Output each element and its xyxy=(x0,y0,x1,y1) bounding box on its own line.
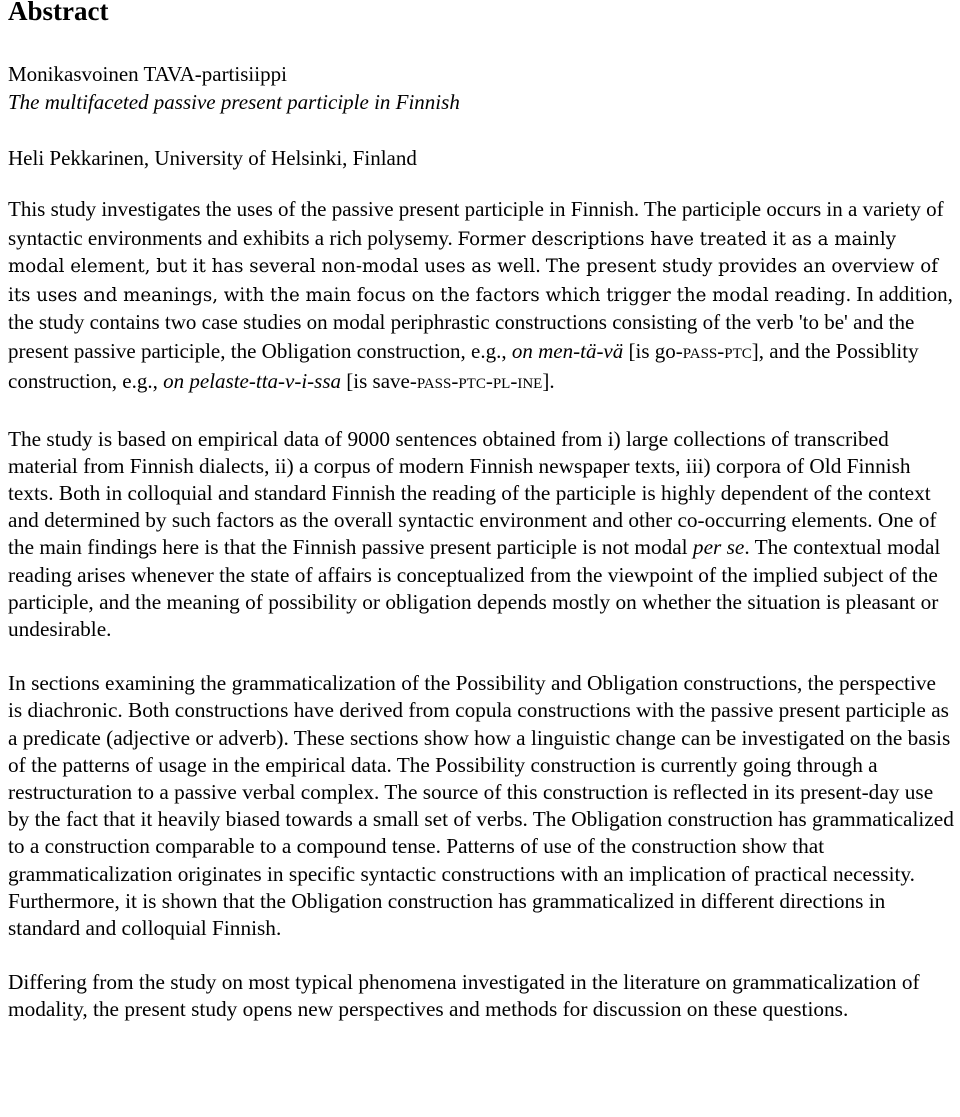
p1-s4-text: In addition, the study contains two case studies on modal periphrastic constructions consisting of the verb 'to be' and the present passive participle, the Obligation construction, e.g., xyxy=(8,281,953,363)
abstract-heading: Abstract xyxy=(8,0,109,26)
gloss-pass-2: PASS xyxy=(416,376,452,392)
paragraph-2 xyxy=(8,426,954,644)
p2-text-a: The study is based on empirical data of 9000 sentences obtained from i) large collections of transcribed material from Finnish dialects, ii) a corpus of modern Finnish newspaper texts, iii) corpora of Old Finnish texts. Both in colloquial and standard Finnish the reading of the participle is highly dependent of the context and determined by such factors as the overall syntactic environment and other co-occurring elements. One of the main findings here is that the Finnish passive present participle is not modal xyxy=(8,426,937,560)
gloss-1e: ], and the Possiblity construction, e.g., xyxy=(8,338,919,393)
p1-sentence-2: Former descriptions have treated it as a mainly modal element, but it has several non-modal uses as well. xyxy=(8,228,896,277)
gloss-2a: [is save- xyxy=(341,369,417,393)
example-obligation: on men-tä-vä xyxy=(511,338,624,363)
paragraph-4: Differing from the study on most typical phenomena investigated in the literature on grammaticalization of modality, the present study opens new perspectives and methods for discussion on these questions. xyxy=(8,970,920,1022)
gloss-1a: [is go- xyxy=(623,338,683,363)
gloss-2e: - xyxy=(485,369,493,393)
gloss-2i: ]. xyxy=(542,369,555,393)
gloss-2c: - xyxy=(451,369,459,393)
finnish-title: Monikasvoinen TAVA-partisiippi xyxy=(8,62,287,86)
gloss-ptc: PTC xyxy=(724,345,752,362)
p1-sentence-3: The present study provides an overview of its uses and meanings, with the main focus on the factors which trigger the modal reading. xyxy=(8,256,938,306)
p1-sentence-1: This study investigates the uses of the passive present participle in Finnish. The participle occurs in a variety of syntactic environments and exhibits a rich polysemy. xyxy=(8,197,944,250)
p2-text-b: . The contextual modal reading arises whenever the state of affairs is conceptualized from the viewpoint of the implied subject of the participle, and the meaning of possibility or obligation depends mostly on whether the situation is pleasant or undesirable. xyxy=(8,535,941,641)
example-possibility: on pelaste-tta-v-i-ssa xyxy=(163,369,342,393)
gloss-pass: PASS xyxy=(682,345,718,362)
gloss-ptc-2: PTC xyxy=(458,376,486,392)
gloss-ine: INE xyxy=(517,376,543,392)
per-se: per se xyxy=(692,535,745,560)
gloss-2g: - xyxy=(510,369,518,393)
author-affiliation: Heli Pekkarinen, University of Helsinki, Finland xyxy=(8,146,417,170)
gloss-1c: - xyxy=(717,338,725,363)
title-block xyxy=(8,60,954,116)
paragraph-1 xyxy=(8,196,954,399)
gloss-pl: PL xyxy=(492,376,511,392)
paragraph-3: In sections examining the grammaticalization of the Possibility and Obligation constructions, the perspective is diachronic. Both constructions have derived from copula constructions with the passive present participle as a predicate (adjective or adverb). These sections show how a linguistic change can be investigated on the basis of the patterns of usage in the empirical data. The Possibility construction is currently going through a restructuration to a passive verbal complex. The source of this construction is reflected in its present-day use by the fact that it heavily biased towards a small set of verbs. The Obligation construction has grammaticalized to a construction comparable to a compound tense. Patterns of use of the construction show that grammaticalization originates in specific syntactic constructions with an implication of practical necessity. Furthermore, it is shown that the Obligation construction has grammaticalized in different directions in standard and colloquial Finnish. xyxy=(8,671,954,940)
english-title: The multifaceted passive present participle in Finnish xyxy=(8,90,460,114)
